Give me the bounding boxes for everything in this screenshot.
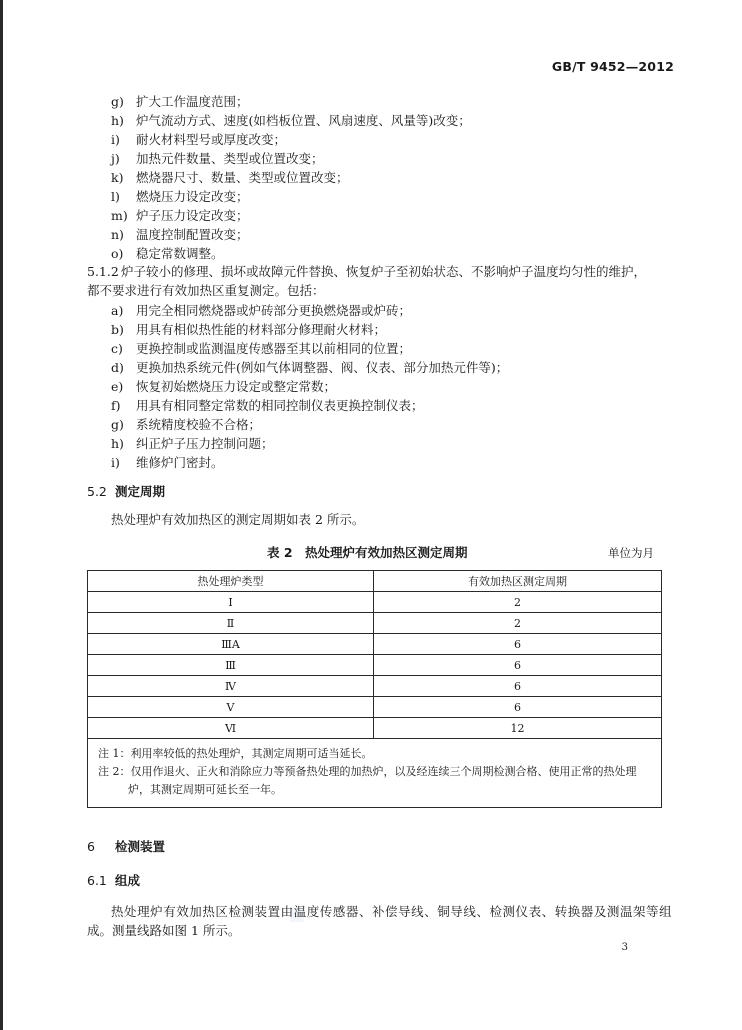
- section-5-2-text: 热处理炉有效加热区的测定周期如表 2 所示。: [111, 512, 365, 527]
- list-item: [111, 207, 249, 225]
- furnace-type-cell: Ⅱ: [88, 613, 374, 634]
- section-number: 6.1: [87, 873, 107, 888]
- section-title: 组成: [115, 873, 141, 888]
- list-item-label: i): [111, 132, 120, 147]
- table-2: [87, 570, 662, 808]
- table-note-2: 注 2：仅用作退火、正火和消除应力等预备热处理的加热炉，以及经连续三个周期检测合格、使用正常的热处理炉，其测定周期可延长至一年。: [98, 765, 637, 796]
- section-text: 炉子较小的修理、损坏或故障元件替换、恢复炉子至初始状态、不影响炉子温度均匀性的维护，: [121, 264, 647, 279]
- table-row: [88, 592, 662, 613]
- section-6-1-text-line2: 成。测量线路如图 1 所示。: [87, 923, 241, 938]
- list-item: [111, 188, 249, 206]
- section-5-1-2: [87, 263, 646, 281]
- list-item-label: a): [111, 303, 124, 318]
- list-item-label: c): [111, 341, 123, 356]
- list-item-text: 温度控制配置改变；: [136, 227, 249, 242]
- list-item-text: 燃烧器尺寸、数量、类型或位置改变；: [136, 170, 349, 185]
- section-title: 测定周期: [115, 484, 166, 499]
- list-item: [111, 378, 336, 396]
- list-item-label: j): [111, 151, 120, 166]
- table-row: [88, 613, 662, 634]
- list-item: [111, 245, 224, 263]
- furnace-type-cell: Ⅴ: [88, 697, 374, 718]
- table-row: [88, 634, 662, 655]
- list-item-label: b): [111, 322, 124, 337]
- list-item-text: 稳定常数调整。: [136, 246, 224, 261]
- list-item-label: e): [111, 379, 124, 394]
- furnace-type-cell: Ⅵ: [88, 718, 374, 739]
- list-item-text: 炉子压力设定改变；: [136, 208, 249, 223]
- period-cell: 6: [374, 676, 662, 697]
- period-cell: 12: [374, 718, 662, 739]
- table-title: 表 2 热处理炉有效加热区测定周期: [267, 545, 468, 560]
- table-header-row: [88, 571, 662, 592]
- list-item: [111, 131, 286, 149]
- list-item-text: 耐火材料型号或厚度改变；: [136, 132, 287, 147]
- list-item-label: i): [111, 455, 120, 470]
- period-cell: 6: [374, 634, 662, 655]
- standard-code: GB/T 9452—2012: [551, 59, 674, 74]
- list-item-text: 加热元件数量、类型或位置改变；: [136, 151, 324, 166]
- list-item: [111, 416, 261, 434]
- section-number: 5.1.2: [87, 264, 119, 279]
- table-row: [88, 718, 662, 739]
- list-item-text: 炉气流动方式、速度(如档板位置、风扇速度、风量等)改变；: [136, 113, 471, 128]
- page-number: 3: [621, 942, 628, 953]
- table-header-cell: 有效加热区测定周期: [374, 571, 662, 592]
- list-item-text: 恢复初始燃烧压力设定或整定常数；: [136, 379, 337, 394]
- furnace-type-cell: ⅢA: [88, 634, 374, 655]
- section-number: 5.2: [87, 484, 107, 499]
- list-item-label: m): [111, 208, 128, 223]
- list-item-label: k): [111, 170, 124, 185]
- list-item-text: 扩大工作温度范围；: [136, 94, 249, 109]
- list-item-text: 更换控制或监测温度传感器至其以前相同的位置；: [136, 341, 412, 356]
- list-item-label: o): [111, 246, 124, 261]
- section-title: 检测装置: [115, 839, 166, 854]
- period-cell: 6: [374, 655, 662, 676]
- list-item-label: f): [111, 398, 121, 413]
- table-notes: [88, 739, 662, 808]
- list-item: [111, 359, 508, 377]
- list-item: [111, 169, 349, 187]
- furnace-type-cell: Ⅰ: [88, 592, 374, 613]
- table-row: [88, 676, 662, 697]
- list-item-text: 燃烧压力设定改变；: [136, 189, 249, 204]
- list-item-label: d): [111, 360, 124, 375]
- section-text-line2: 都不要求进行有效加热区重复测定。包括：: [87, 283, 325, 298]
- furnace-type-cell: Ⅳ: [88, 676, 374, 697]
- period-cell: 2: [374, 592, 662, 613]
- period-cell: 2: [374, 613, 662, 634]
- list-item-text: 纠正炉子压力控制问题；: [136, 436, 274, 451]
- list-item: [111, 93, 249, 111]
- page-edge: [0, 0, 3, 1030]
- furnace-type-cell: Ⅲ: [88, 655, 374, 676]
- period-cell: 6: [374, 697, 662, 718]
- table-notes-row: [88, 739, 662, 808]
- section-6-heading: [87, 838, 165, 856]
- list-item-text: 用具有相同整定常数的相同控制仪表更换控制仪表；: [136, 398, 424, 413]
- list-item-text: 用具有相似热性能的材料部分修理耐火材料；: [136, 322, 387, 337]
- list-item-label: g): [111, 417, 124, 432]
- list-item-label: n): [111, 227, 124, 242]
- list-item: [111, 226, 249, 244]
- list-item: [111, 321, 386, 339]
- table-row: [88, 697, 662, 718]
- section-6-1-text-line1: 热处理炉有效加热区检测装置由温度传感器、补偿导线、铜导线、检测仪表、转换器及测温架等组: [111, 904, 673, 919]
- list-item: [111, 454, 224, 472]
- list-item-text: 系统精度校验不合格；: [136, 417, 262, 432]
- list-item: [111, 150, 324, 168]
- list-item: [111, 302, 411, 320]
- table-header-cell: 热处理炉类型: [88, 571, 374, 592]
- table-note-1: 注 1：利用率较低的热处理炉，其测定周期可适当延长。: [98, 747, 373, 760]
- list-item: [111, 397, 424, 415]
- list-item-text: 更换加热系统元件(例如气体调整器、阀、仪表、部分加热元件等)；: [136, 360, 509, 375]
- list-item-label: l): [111, 189, 120, 204]
- list-item: [111, 435, 274, 453]
- list-item-label: g): [111, 94, 124, 109]
- table-unit: 单位为月: [608, 546, 654, 560]
- list-item-label: h): [111, 113, 124, 128]
- list-item: [111, 340, 411, 358]
- list-item: [111, 112, 471, 130]
- section-6-1-heading: [87, 872, 140, 890]
- list-item-text: 维修炉门密封。: [136, 455, 224, 470]
- list-item-text: 用完全相同燃烧器或炉砖部分更换燃烧器或炉砖；: [136, 303, 412, 318]
- list-item-label: h): [111, 436, 124, 451]
- section-number: 6: [87, 839, 95, 854]
- table-row: [88, 655, 662, 676]
- section-5-2-heading: [87, 483, 165, 501]
